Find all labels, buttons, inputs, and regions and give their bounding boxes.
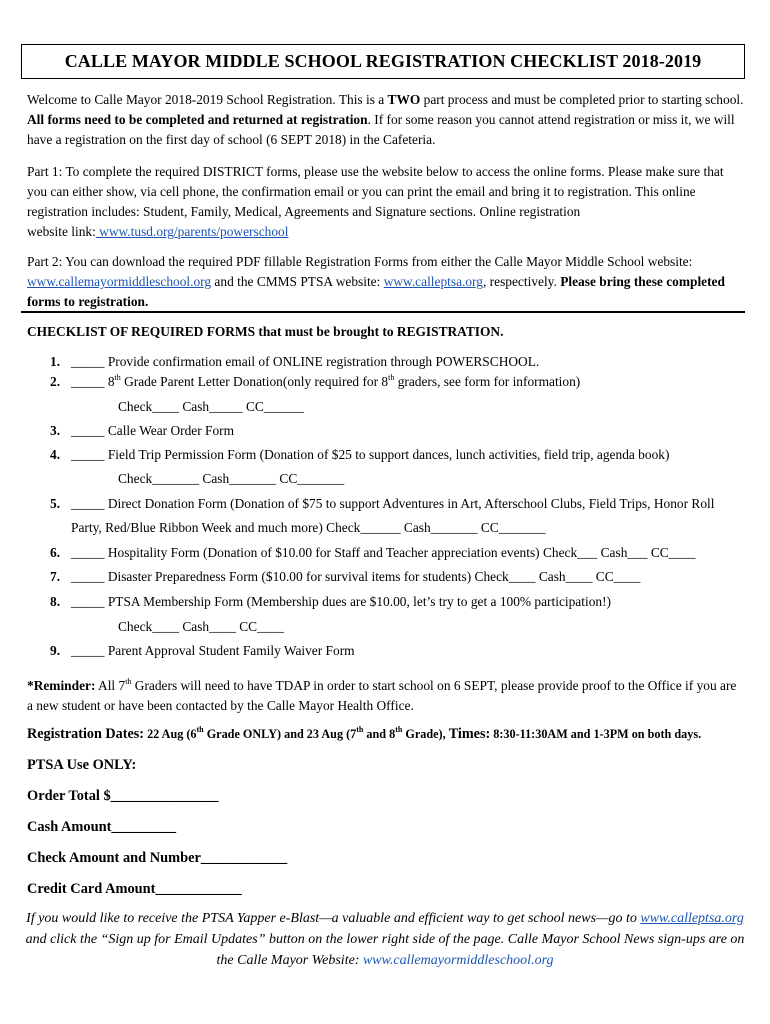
part2-paragraph — [27, 252, 745, 312]
item-text: _____ Direct Donation Form (Donation of $75 to support Adventures in Art, Afterschool Clubs, Field Trips, Honor Roll — [71, 496, 715, 511]
item-number: 2. — [50, 374, 61, 389]
item-number: 4. — [50, 447, 61, 462]
item-text: _____ Calle Wear Order Form — [71, 423, 235, 438]
superscript: th — [196, 724, 204, 734]
item-text: _____ Parent Approval Student Family Waiver Form — [71, 643, 355, 658]
item-number: 8. — [50, 594, 61, 609]
item-number: 1. — [50, 354, 61, 369]
item-number: 7. — [50, 569, 61, 584]
registration-times: 8:30-11:30AM and 1-3PM on both days. — [490, 727, 702, 741]
ptsa-website-link[interactable]: www.calleptsa.org — [640, 911, 744, 926]
payment-fields: Check____ Cash_____ CC______ — [118, 399, 304, 414]
welcome-two: TWO — [387, 92, 421, 107]
footer-text: If you would like to receive the PTSA Yapper e-Blast—a valuable and efficient way to get school news—go to — [26, 911, 641, 926]
page-title: CALLE MAYOR MIDDLE SCHOOL REGISTRATION CHECKLIST 2018-2019 — [21, 44, 745, 79]
cash-amount-field: Cash Amount_________ — [27, 819, 177, 835]
school-website-link[interactable]: www.callemayormiddleschool.org — [362, 953, 554, 968]
registration-dates — [27, 724, 701, 745]
item-text: _____ Field Trip Permission Form (Donation of $25 to support dances, lunch activities, field trip, agenda book) — [71, 447, 670, 462]
item-number: 5. — [50, 496, 61, 511]
order-total-field: Order Total $_______________ — [27, 788, 219, 804]
superscript: th — [388, 372, 395, 382]
part2-text-3: , respectively. — [482, 274, 561, 290]
registration-text: Grade ONLY) and 23 Aug (7 — [203, 727, 357, 741]
item-number: 9. — [50, 643, 61, 658]
reminder-text: All 7 — [95, 678, 126, 693]
ptsa-use-only: PTSA Use ONLY: — [27, 757, 137, 773]
powerschool-link[interactable]: www.tusd.org/parents/powerschool — [95, 224, 289, 240]
item-text-continued: Party, Red/Blue Ribbon Week and much more) Check______ Cash_______ CC_______ — [71, 520, 546, 535]
welcome-bold: All forms need to be completed and returned at registration — [27, 112, 368, 128]
superscript: th — [125, 676, 132, 686]
payment-fields: Check____ Cash____ CC____ — [118, 619, 284, 634]
welcome-text-1: Welcome to Calle Mayor 2018-2019 School Registration. This is a — [27, 92, 388, 107]
times-label: Times: — [448, 726, 491, 742]
part1-paragraph — [27, 162, 745, 242]
item-text-part: _____ 8 — [71, 374, 115, 389]
item-number: 6. — [50, 545, 61, 560]
registration-text: and 8 — [363, 727, 396, 741]
check-amount-field: Check Amount and Number____________ — [27, 850, 288, 866]
welcome-paragraph — [27, 90, 745, 150]
item-text: _____ Disaster Preparedness Form ($10.00 for survival items for students) Check____ Cash____ CC____ — [71, 569, 641, 584]
part1-text: Part 1: To complete the required DISTRICT forms, please use the website below to access the online forms. Please make sure that you can either show, via cell phone, the confirmation email or you can print the email and bring it to registration. This online registration includes: Student, Family, Medical, Agreements and Signature sections. Online registration — [27, 164, 724, 220]
registration-dates-label: Registration Dates: — [27, 726, 145, 742]
footer-text: and click the “Sign up for Email Updates” button on the lower right side of the page. Calle Mayor School News sign-ups are on the Calle Mayor Website: — [25, 932, 745, 968]
welcome-text-3: . If for some reason you cannot attend registration or miss it, we will have a registration on the first day of school (6 SEPT 2018) in the Cafeteria. — [27, 112, 735, 148]
payment-fields: Check_______ Cash_______ CC_______ — [118, 471, 345, 486]
superscript: th — [395, 724, 403, 734]
footer-note — [20, 908, 750, 971]
credit-card-field: Credit Card Amount____________ — [27, 881, 242, 897]
section-divider — [21, 311, 745, 313]
reminder-paragraph — [27, 676, 745, 716]
item-text — [71, 372, 751, 392]
part1-link-label: website link: — [27, 224, 96, 240]
reminder-text: Graders will need to have TDAP in order to start school on 6 SEPT, please provide proof to the Office if you are a new student or have been contacted by the Calle Mayor Health Office. — [27, 678, 737, 714]
welcome-text-2: part process and must be completed prior to starting school. — [420, 92, 744, 107]
item-text: _____ PTSA Membership Form (Membership dues are $10.00, let’s try to get a 100% participation!) — [71, 594, 611, 609]
reminder-label: *Reminder: — [27, 678, 96, 693]
checklist — [27, 352, 745, 672]
item-text: _____ Hospitality Form (Donation of $10.00 for Staff and Teacher appreciation events) Check___ Cash___ CC____ — [71, 545, 696, 560]
ptsa-website-link[interactable]: www.calleptsa.org — [383, 274, 483, 290]
registration-text: Grade), — [402, 727, 449, 741]
part2-text-1: Part 2: You can download the required PDF fillable Registration Forms from either the Calle Mayor Middle School website: — [27, 254, 693, 269]
registration-text: 22 Aug (6 — [144, 727, 197, 741]
part2-bold: Please bring these completed forms to registration. — [27, 274, 725, 310]
item-text-part: Grade Parent Letter Donation(only required for 8 — [120, 374, 389, 389]
item-text-part: graders, see form for information) — [394, 374, 581, 389]
school-website-link[interactable]: www.callemayormiddleschool.org — [27, 274, 212, 290]
item-text: _____ Provide confirmation email of ONLINE registration through POWERSCHOOL. — [71, 354, 540, 369]
part2-text-2: and the CMMS PTSA website: — [211, 274, 384, 290]
superscript: th — [114, 372, 121, 382]
superscript: th — [356, 724, 364, 734]
item-number: 3. — [50, 423, 61, 438]
checklist-heading: CHECKLIST OF REQUIRED FORMS that must be brought to REGISTRATION. — [27, 324, 504, 339]
